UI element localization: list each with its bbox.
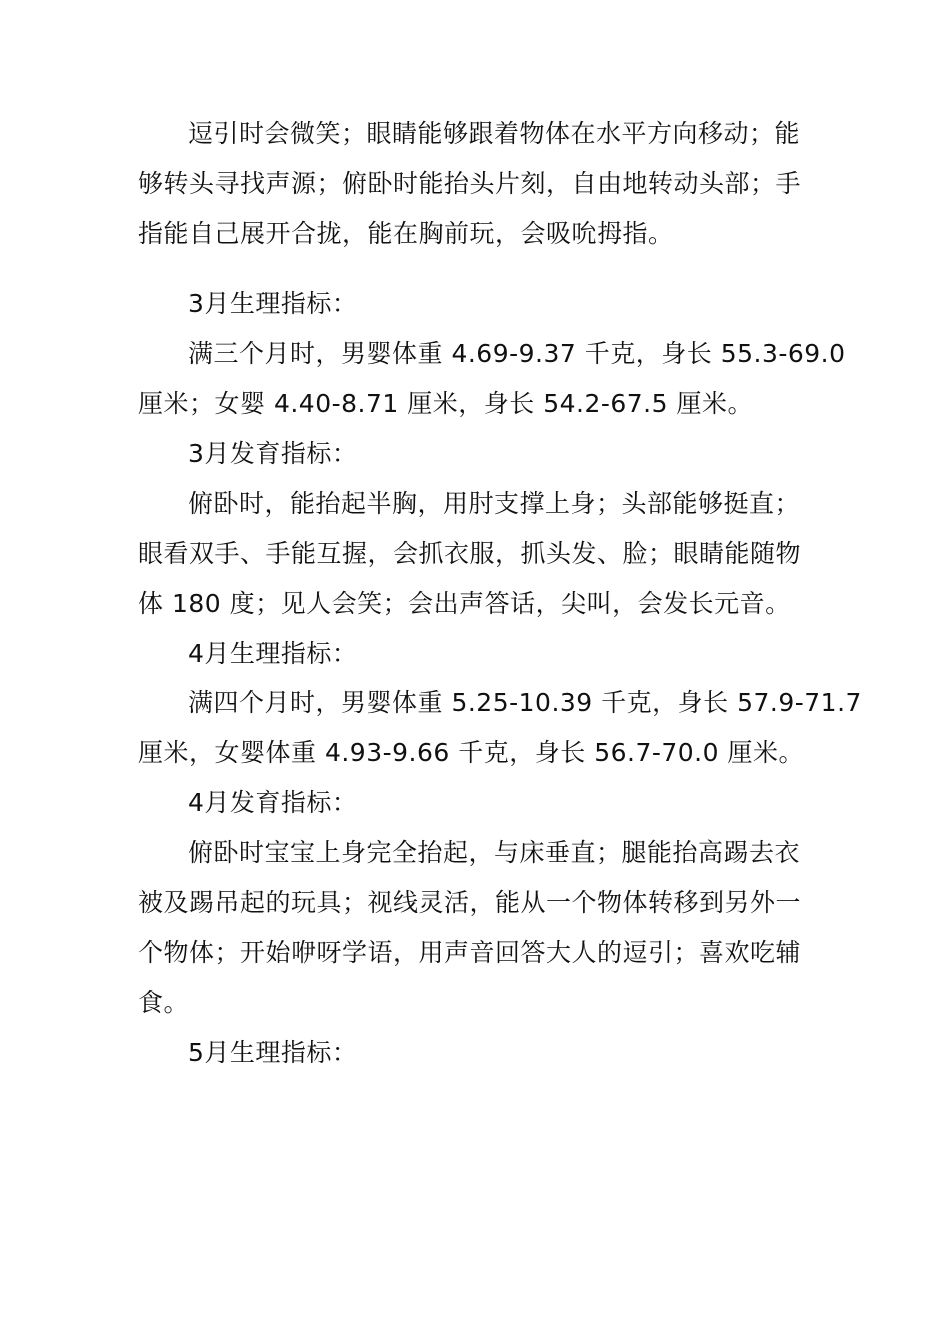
paragraph-line: 食。 [138, 988, 190, 1017]
paragraph-line: 个物体；开始咿呀学语，用声音回答大人的逗引；喜欢吃辅 [138, 938, 802, 967]
paragraph-line: 眼看双手、手能互握，会抓衣服，抓头发、脸；眼睛能随物 [138, 539, 802, 568]
paragraph-line: 指能自己展开合拢，能在胸前玩，会吸吮拇指。 [138, 219, 674, 248]
paragraph-line: 满四个月时，男婴体重 5.25-10.39 千克，身长 57.9-71.7 [188, 688, 862, 717]
paragraph-line: 满三个月时，男婴体重 4.69-9.37 千克，身长 55.3-69.0 [188, 339, 846, 368]
paragraph-line: 厘米；女婴 4.40-8.71 厘米，身长 54.2-67.5 厘米。 [138, 389, 753, 418]
section-heading: 4月生理指标： [188, 639, 358, 668]
section-heading: 3月发育指标： [188, 439, 358, 468]
section-heading: 3月生理指标： [188, 289, 358, 318]
paragraph-line: 被及踢吊起的玩具；视线灵活，能从一个物体转移到另外一 [138, 888, 802, 917]
paragraph-line: 体 180 度；见人会笑；会出声答话，尖叫，会发长元音。 [138, 589, 791, 618]
section-heading: 4月发育指标： [188, 788, 358, 817]
paragraph-line: 厘米，女婴体重 4.93-9.66 千克，身长 56.7-70.0 厘米。 [138, 738, 804, 767]
paragraph-line: 逗引时会微笑；眼睛能够跟着物体在水平方向移动；能 [188, 119, 801, 148]
paragraph-line: 俯卧时，能抬起半胸，用肘支撑上身；头部能够挺直； [188, 489, 801, 518]
paragraph-line: 够转头寻找声源；俯卧时能抬头片刻，自由地转动头部；手 [138, 169, 802, 198]
paragraph-line: 俯卧时宝宝上身完全抬起，与床垂直；腿能抬高踢去衣 [188, 838, 801, 867]
section-heading: 5月生理指标： [188, 1038, 358, 1067]
